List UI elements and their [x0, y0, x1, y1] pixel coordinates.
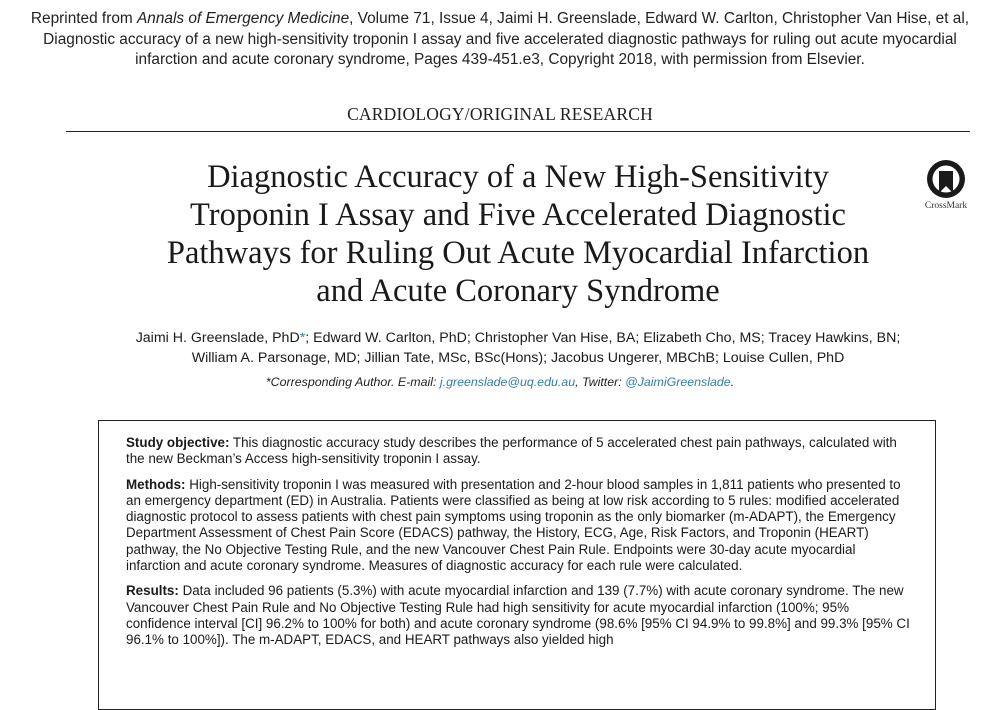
methods-text: High-sensitivity troponin I was measured with presentation and 2-hour blood samples in 1,811 patients who presented to an emergency department (ED) in Australia. Patients were classified as being at low risk according to 5 rules: modified accelerated diagnostic protocol to assess patients with chest pain symptoms using troponin as the only biomarker (m-ADAPT), the Emergency Department Assessment of Chest Pain Score (EDACS) pathway, the History, ECG, Age, Risk Factors, and Troponin (HEART) pathway, the No Objective Testing Rule, and the new Vancouver Chest Pain Rule. Endpoints were 30-day acute myocardial infarction and acute coronary syndrome. Measures of diagnostic accuracy for each rule were calculated.	[126, 476, 901, 574]
abstract-methods	[126, 477, 912, 575]
reprint-citation: , Volume 71, Issue 4, Jaimi H. Greenslade, Edward W. Carlton, Christopher Van Hise, et al, Diagnostic accuracy of a new high-sensitivity troponin I assay and five accelerated diagnostic pathways for ruling out acute myocardial infarction and acute coronary syndrome, Pages 439-451.e3, Copyright 2018, with permission from Elsevier.	[43, 10, 970, 68]
crossmark-badge[interactable]	[920, 158, 972, 211]
corr-prefix: *Corresponding Author. E-mail:	[265, 375, 440, 389]
results-text: Data included 96 patients (5.3%) with acute myocardial infarction and 139 (7.7%) with acute coronary syndrome. The new Vancouver Chest Pain Rule and No Objective Testing Rule had high sensitivity for acute myocardial infarction (100%; 95% confidence interval [CI] 96.2% to 100% for both) and acute coronary syndrome (98.6% [95% CI 94.9% to 99.8%] and 99.3% [95% CI 96.1% to 100%]). The m-ADAPT, EDACS, and HEART pathways also yielded high	[126, 583, 910, 648]
author-first: Jaimi H. Greenslade, PhD	[135, 330, 300, 346]
email-link[interactable]: j.greenslade@uq.edu.au	[439, 375, 576, 389]
methods-heading: Methods:	[126, 476, 186, 492]
reprint-prefix: Reprinted from	[30, 10, 137, 27]
corresponding-star[interactable]: *	[299, 330, 306, 346]
author-line1-rest: ; Edward W. Carlton, PhD; Christopher Van Hise, BA; Elizabeth Cho, MS; Tracey Hawkins, BN;	[305, 330, 901, 346]
objective-text: This diagnostic accuracy study describes the performance of 5 accelerated chest pain pathways, calculated with the new Beckman’s Access high-sensitivity troponin I assay.	[126, 435, 897, 467]
reprint-journal: Annals of Emergency Medicine	[137, 10, 350, 27]
abstract-results	[126, 583, 912, 648]
twitter-prefix: , Twitter:	[575, 375, 626, 389]
section-label: CARDIOLOGY/ORIGINAL RESEARCH	[347, 104, 653, 124]
abstract-body	[126, 435, 912, 658]
abstract-box	[98, 420, 936, 710]
twitter-link[interactable]: @JaimiGreenslade	[625, 375, 731, 389]
corr-suffix: .	[730, 375, 735, 389]
corresponding-author	[0, 375, 1000, 389]
crossmark-icon	[925, 158, 967, 200]
results-heading: Results:	[126, 583, 179, 599]
objective-heading: Study objective:	[126, 435, 230, 450]
author-list	[60, 328, 976, 368]
abstract-objective	[126, 435, 912, 468]
crossmark-label: CrossMark	[924, 201, 968, 211]
article-title: Diagnostic Accuracy of a New High-Sensitivity Troponin I Assay and Five Accelerated Diagnostic Pathways for Ruling Out Acute Myocardial Infarction and Acute Coronary Syndrome	[166, 159, 870, 309]
header-divider	[66, 131, 970, 132]
reprint-notice	[12, 9, 988, 71]
author-line2: William A. Parsonage, MD; Jillian Tate, MSc, BSc(Hons); Jacobus Ungerer, MBChB; Louise Cullen, PhD	[191, 350, 845, 366]
